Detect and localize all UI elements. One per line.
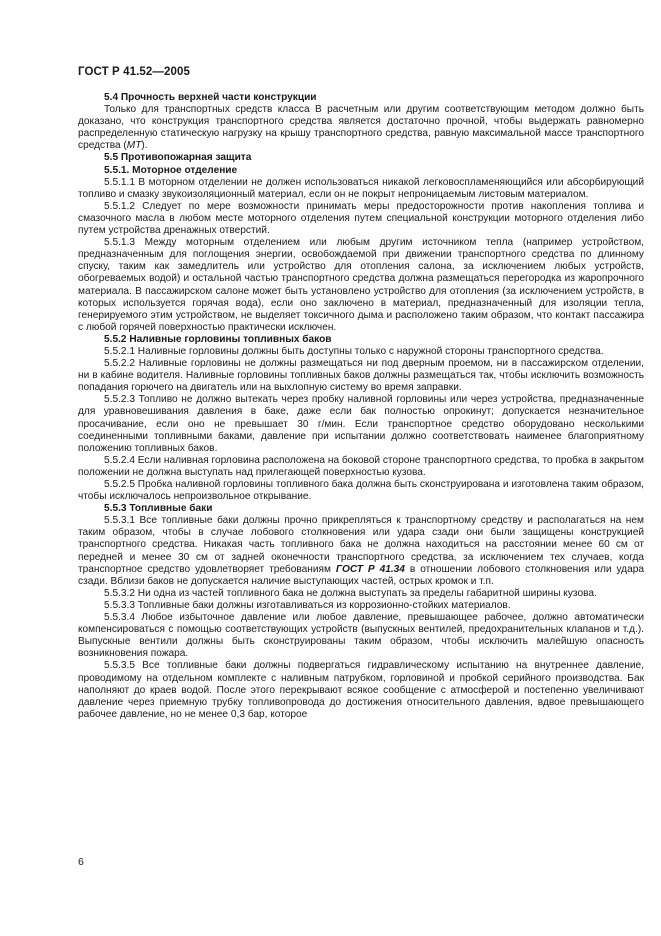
italic-term: МТ bbox=[126, 140, 142, 152]
paragraph: 5.5.1.1 В моторном отделении не должен использоваться никакой легковоспламеняющийся или абсорбирующий топливо и смазку звукоизоляционный материал, если он не покрыт непроницаемым листовым материалом. bbox=[78, 176, 644, 200]
paragraph: 5.5.3.4 Любое избыточное давление или любое давление, превышающее рабочее, должно автоматически компенсироваться с помощью соответствующих устройств (выпускных вентилей, предохранительных клапанов и т.д.). Выпускные вентили должны быть сконструированы таким образом, чтобы исключить малейшую опасность возникновения пожара. bbox=[78, 612, 644, 660]
paragraph: 5.5.1.2 Следует по мере возможности принимать меры предосторожности против накопления топлива и смазочного масла в любом месте моторного отделения путем специальной конструкции моторного отделения либо путем устройства дренажных отверстий. bbox=[78, 200, 644, 237]
subsection-heading: 5.5.3 Топливные баки bbox=[104, 503, 213, 515]
paragraph: 5.5.2.3 Топливо не должно вытекать через пробку наливной горловины или через устройства, предназначенные для уравновешивания давления в баке, даже если бак полностью опрокинут; допускается незначительное просачивание, если оно не превышает 30 г/мин. Если транспортное средство оборудовано несколькими соединенными топливными баками, давление при испытании должно соответствовать наименее благоприятному положению топливных баков. bbox=[78, 394, 644, 454]
paragraph: 5.5.3.2 Ни одна из частей топливного бака не должна выступать за пределы габаритной ширины кузова. bbox=[104, 587, 597, 599]
document-header: ГОСТ Р 41.52—2005 bbox=[78, 66, 190, 78]
subsection-heading: 5.5.2 Наливные горловины топливных баков bbox=[104, 333, 332, 345]
page-number: 6 bbox=[78, 856, 84, 868]
standard-reference: ГОСТ Р 41.34 bbox=[335, 563, 405, 575]
paragraph: 5.5.3.1 Все топливные баки должны прочно прикрепляться к транспортному средству и располагаться на нем таким образом, чтобы в случае лобового столкновения или удара сзади они были защищены конструкцией транспортного средства. Никакая часть топливного бака не должна находиться на расстоянии менее 60 см от передней и менее 30 см от задней оконечности транспортного средства, за исключением тех случаев, когда транспортное средство удовлетворяет требованиям ГОСТ Р 41.34 в отношении лобового столкновения или удара сзади. Вблизи баков не допускается наличие выступающих частей, острых кромок и т.п. bbox=[78, 515, 644, 587]
paragraph: 5.5.2.2 Наливные горловины не должны размещаться ни под дверным проемом, ни в пассажирском отделении, ни в кабине водителя. Наливные горловины топливных баков должны размещаться так, чтобы исключить возможность попадания горючего на двигатель или на выхлопную систему во время заправки. bbox=[78, 358, 644, 394]
paragraph: 5.5.2.4 Если наливная горловина расположена на боковой стороне транспортного средства, то пробка в закрытом положении не должна выступать над прилегающей поверхностью кузова. bbox=[78, 454, 644, 478]
paragraph: 5.5.2.1 Наливные горловины должны быть доступны только с наружной стороны транспортного средства. bbox=[104, 345, 604, 357]
paragraph: 5.5.1.3 Между моторным отделением или любым другим источником тепла (например устройством, предназначенным для поглощения энергии, освобождаемой при движении транспортного средства по длинному спуску, таким как замедлитель или устройство для отопления салона, за исключением любых устройств, обогреваемых водой) и остальной частью транспортного средства должна размещаться перегородка из жаропрочного материала. В пассажирском салоне может быть установлено устройство для отопления (за исключением устройств, в которых используется горячая вода), если оно заключено в материал, предназначенный для изоляции тепла, генерируемого этим устройством, не выделяет токсичного дыма и расположено таким образом, что контакт пассажира с любой горячей поверхностью практически исключен. bbox=[78, 237, 644, 333]
section-heading: 5.4 Прочность верхней части конструкции bbox=[104, 92, 317, 103]
paragraph: 5.5.3.5 Все топливные баки должны подвергаться гидравлическому испытанию на внутреннее давление, проводимому на отдельном комплекте с наливным патрубком, горловиной и пробкой серийного производства. Бак наполняют до краев водой. После этого перекрывают всякое сообщение с атмосферой и постепенно увеличивают давление через приемную трубку топливопровода до достижения относительного давления, вдвое превышающего рабочее давление, но не менее 0,3 бар, которое bbox=[78, 660, 644, 720]
paragraph: Только для транспортных средств класса В расчетным или другим соответствующим методом должно быть доказано, что конструкция транспортного средства является достаточно прочной, чтобы выдержать равномерно распределенную статическую нагрузку на крышу транспортного средства, равную максимальной массе транспортного средства (МТ). bbox=[78, 104, 644, 152]
subsection-heading: 5.5.1. Моторное отделение bbox=[104, 164, 238, 176]
section-heading: 5.5 Противопожарная защита bbox=[104, 152, 252, 164]
document-body bbox=[78, 92, 644, 721]
paragraph: 5.5.2.5 Пробка наливной горловины топливного бака должна быть сконструирована и изготовлена таким образом, чтобы исключалось непроизвольное открывание. bbox=[78, 479, 644, 503]
paragraph: 5.5.3.3 Топливные баки должны изготавливаться из коррозионно-стойких материалов. bbox=[104, 599, 511, 611]
